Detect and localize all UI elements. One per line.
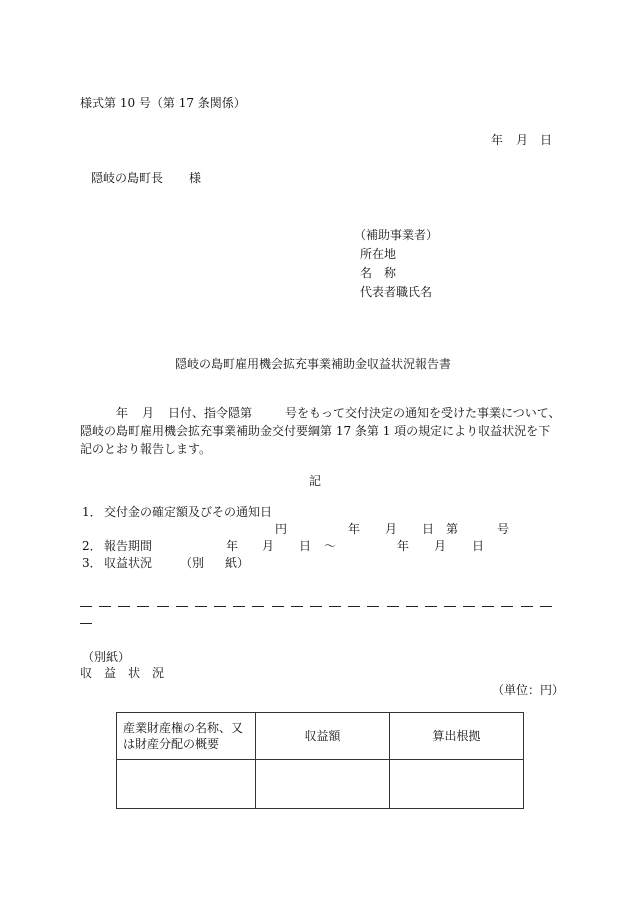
item-label: 収益状況	[104, 556, 153, 570]
from-month: 月	[262, 539, 275, 553]
cut-line-tail	[80, 623, 92, 624]
from-year: 年	[226, 539, 239, 553]
attach-close: 紙）	[225, 556, 250, 570]
notify-month: 月	[385, 522, 398, 536]
title-char: 状	[128, 666, 141, 680]
revenue-table	[116, 712, 524, 809]
body-date-text: 日付、指令隠第	[168, 406, 253, 420]
item-number: 3．	[82, 556, 102, 570]
notify-go: 号	[497, 522, 510, 536]
item-number: 2．	[82, 539, 102, 553]
item-label: 交付金の確定額及びその通知日	[104, 505, 273, 519]
header-cell-basis: 算出根拠	[390, 713, 524, 760]
to-month: 月	[434, 539, 447, 553]
cell-basis[interactable]	[390, 760, 524, 809]
cut-line	[80, 606, 552, 607]
form-number: 様式第 10 号（第 17 条関係）	[80, 96, 246, 110]
title-char: 況	[152, 666, 165, 680]
body-line-3: 記のとおり報告します。	[80, 442, 212, 456]
item-label: 報告期間	[104, 539, 153, 553]
body-line-2: 隠岐の島町雇用機会拡充事業補助金交付要綱第 17 条第 1 項の規定により収益状況を下	[80, 424, 551, 438]
document-title: 隠岐の島町雇用機会拡充事業補助金収益状況報告書	[175, 357, 452, 371]
attach-open: （別	[180, 556, 205, 570]
representative-label: 代表者職氏名	[360, 285, 433, 299]
addressee-honorific: 様	[189, 171, 202, 185]
body-year: 年	[116, 406, 129, 420]
to-year: 年	[397, 539, 410, 553]
addressee-name: 隠岐の島町長	[91, 171, 164, 185]
header-cell-revenue: 収益額	[256, 713, 390, 760]
notify-day: 日	[422, 522, 435, 536]
date-day: 日	[540, 133, 553, 147]
header-cell-property: 産業財産権の名称、又 は財産分配の概要	[117, 713, 256, 760]
date-year: 年	[491, 133, 504, 147]
body-month: 月	[142, 406, 155, 420]
cell-revenue[interactable]	[256, 760, 390, 809]
table-header-row	[117, 713, 524, 760]
tilde: 〜	[324, 539, 337, 553]
to-day: 日	[472, 539, 485, 553]
notify-dai: 第	[446, 522, 459, 536]
title-char: 収	[80, 666, 93, 680]
item-number: 1．	[82, 505, 102, 519]
ki-heading: 記	[309, 474, 322, 488]
cell-property[interactable]	[117, 760, 256, 809]
unit-label: （単位：円）	[492, 683, 565, 697]
name-label: 名 称	[360, 266, 397, 280]
body-number-text: 号をもって交付決定の通知を受けた事業について、	[285, 406, 561, 420]
table-row	[117, 760, 524, 809]
address-label: 所在地	[360, 247, 397, 261]
title-char: 益	[104, 666, 117, 680]
yen-label: 円	[275, 522, 288, 536]
notify-year: 年	[348, 522, 361, 536]
date-month: 月	[516, 133, 529, 147]
from-day: 日	[299, 539, 312, 553]
attachment-label: （別紙）	[82, 650, 131, 664]
applicant-label: （補助事業者）	[354, 228, 439, 242]
